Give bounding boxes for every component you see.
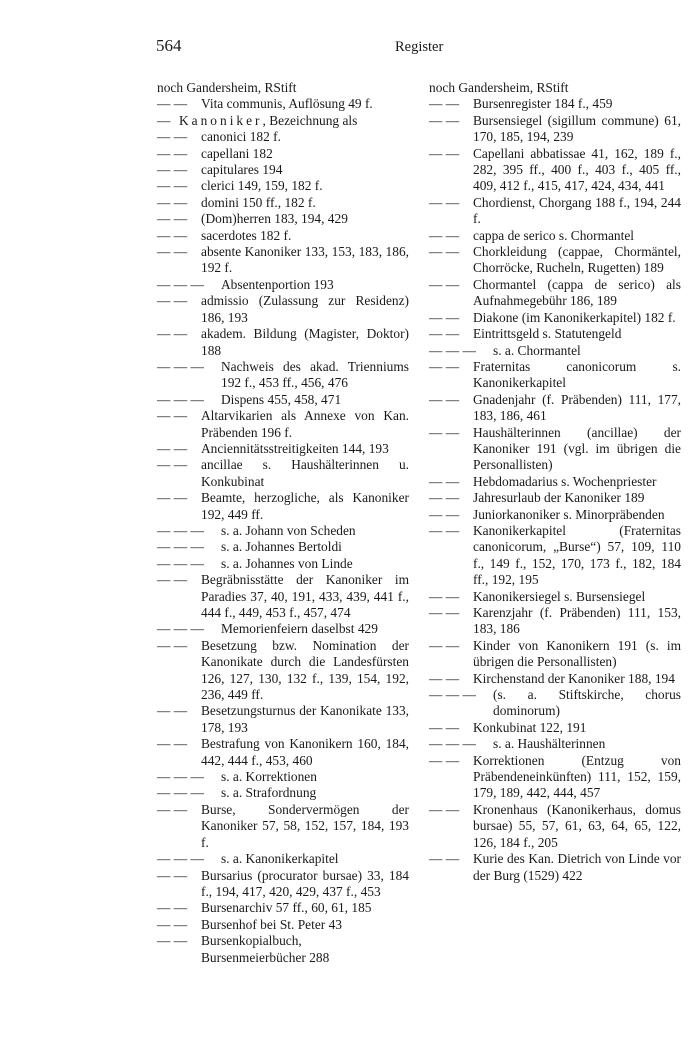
entry-text: akadem. Bildung (Magister, Doktor) 188 (201, 326, 409, 358)
index-entry (157, 490, 409, 523)
entry-dashes: — — (157, 129, 188, 145)
index-entry (429, 310, 681, 326)
entry-dashes: — — (157, 637, 188, 653)
index-entry (157, 785, 409, 801)
index-entry (157, 851, 409, 867)
index-entry (429, 244, 681, 277)
entry-dashes: — — (157, 572, 188, 588)
entry-dashes: — — (157, 162, 188, 178)
entry-text: absente Kanoniker 133, 153, 183, 186, 192 f. (201, 244, 409, 276)
entry-text: (Dom)herren 183, 194, 429 (201, 211, 348, 227)
index-entry (157, 162, 409, 178)
index-entry (157, 556, 409, 572)
entry-rest: , Bezeichnung als (262, 112, 358, 128)
index-entry (157, 572, 409, 621)
entry-text: Absentenportion 193 (221, 276, 334, 292)
entry-dashes: — — (429, 851, 460, 867)
entry-text: Bursenarchiv 57 ff., 60, 61, 185 (201, 900, 372, 916)
entry-dashes: — — — (157, 555, 204, 571)
entry-text: domini 150 ff., 182 f. (201, 194, 316, 210)
entry-text: s. a. Chormantel (493, 342, 581, 358)
index-entry (429, 425, 681, 474)
index-entry (429, 523, 681, 589)
entry-text: Besetzungsturnus der Kanonikate 133, 178, 193 (201, 703, 409, 735)
entry-dashes: — — — (157, 358, 204, 374)
page-number: 564 (156, 36, 182, 55)
entry-text: Dispens 455, 458, 471 (221, 391, 342, 407)
entry-text: Gnadenjahr (f. Präbenden) 111, 177, 183, 186, 461 (473, 391, 681, 424)
entry-dashes: — — (157, 916, 188, 932)
index-entry (429, 507, 681, 523)
entry-text: s. a. Johannes Bertoldi (221, 539, 342, 555)
entry-dashes: — — (429, 473, 460, 489)
entry-text (179, 113, 409, 129)
entry-text: capitulares 194 (201, 162, 283, 178)
entry-dashes: — — (157, 440, 188, 456)
index-entry (157, 802, 409, 851)
entry-text: Bursensiegel (sigillum commune) 61, 170, 185, 194, 239 (473, 112, 681, 145)
index-entry (429, 851, 681, 884)
index-entry (429, 638, 681, 671)
index-entry (157, 244, 409, 277)
index-entry (157, 868, 409, 901)
running-head: Register (395, 39, 444, 55)
entry-text: Diakone (im Kanonikerkapitel) 182 f. (473, 309, 676, 325)
entry-dashes: — — (429, 96, 460, 112)
entry-dashes: — — — (157, 276, 204, 292)
entry-dashes: — — — (429, 687, 476, 703)
entry-dashes: — — (429, 145, 460, 161)
entry-text: Kronenhaus (Kanonikerhaus, domus bursae) 55, 57, 61, 63, 64, 65, 122, 126, 184 f., 205 (473, 801, 681, 850)
entry-dashes: — — (429, 326, 460, 342)
index-entry (157, 359, 409, 392)
entry-dashes: — — (429, 358, 460, 374)
entry-text: s. a. Johann von Scheden (221, 522, 356, 538)
entry-dashes: — — (157, 703, 188, 719)
index-entry (157, 539, 409, 555)
index-entry (157, 195, 409, 211)
index-entry (429, 113, 681, 146)
entry-dashes: — — — (157, 785, 204, 801)
index-entry (157, 917, 409, 933)
index-entry (429, 96, 681, 112)
entry-dashes: — — (429, 227, 460, 243)
entry-text: Hebdomadarius s. Wochenpriester (473, 473, 657, 489)
entry-text: Korrektionen (Entzug von Präbendeneinkünften) 111, 152, 159, 179, 189, 442, 444, 457 (473, 752, 681, 801)
entry-dashes: — — (157, 867, 188, 883)
entry-text: Bestrafung von Kanonikern 160, 184, 442, 444 f., 453, 460 (201, 736, 409, 768)
entry-dashes: — — (429, 522, 460, 538)
entry-dashes: — — (157, 490, 188, 506)
index-entry (157, 933, 409, 966)
entry-text: s. a. Strafordnung (221, 785, 317, 801)
entry-dashes: — — (157, 408, 188, 424)
index-entry (157, 441, 409, 457)
entry-text: Bursenhof bei St. Peter 43 (201, 916, 342, 932)
entry-text: Begräbnisstätte der Kanoniker im Paradies 37, 40, 191, 433, 439, 441 f., 444 f., 449, 453 f., 457, 474 (201, 572, 409, 620)
index-entry (157, 277, 409, 293)
entry-text: Kanonikerkapitel (Fraternitas canonicorum, „Burse“) 57, 109, 110 f., 149 f., 152, 170, 173 f., 182, 184 ff., 192, 195 (473, 522, 681, 588)
entry-dashes: — — (429, 490, 460, 506)
entry-text: s. a. Korrektionen (221, 769, 317, 785)
entry-dashes: — — — (157, 851, 204, 867)
index-entry (157, 211, 409, 227)
index-entry (429, 343, 681, 359)
entry-dashes: — — (429, 506, 460, 522)
entry-text: ancillae s. Haushälterinnen u. Konkubinat (201, 457, 409, 489)
index-entry (157, 178, 409, 194)
entry-text: Memorienfeiern daselbst 429 (221, 621, 378, 637)
entry-dashes: — — (157, 736, 188, 752)
index-entry (157, 293, 409, 326)
entry-dashes: — — — (157, 621, 204, 637)
entry-dashes: — — (157, 211, 188, 227)
entry-text: s. a. Johannes von Linde (221, 555, 353, 571)
entry-text: Anciennitätsstreitigkeiten 144, 193 (201, 440, 389, 456)
entry-dashes: — — — (157, 391, 204, 407)
entry-text: admissio (Zulassung zur Residenz) 186, 193 (201, 293, 409, 325)
entry-dashes: — — (429, 391, 460, 407)
entry-dashes: — — — (157, 769, 204, 785)
entry-text: Kurie des Kan. Dietrich von Linde vor der Burg (1529) 422 (473, 851, 681, 883)
index-entry (157, 703, 409, 736)
index-entry (429, 392, 681, 425)
entry-dashes: — — (157, 145, 188, 161)
entry-text: Capellani abbatissae 41, 162, 189 f., 282, 395 ff., 400 f., 403 f., 405 ff., 409, 412 f., 415, 417, 424, 434, 441 (473, 145, 681, 194)
entry-dashes: — — (429, 424, 460, 440)
entry-text: Bursenregister 184 f., 459 (473, 96, 613, 112)
index-entry (157, 146, 409, 162)
entry-text: s. a. Haushälterinnen (493, 736, 606, 752)
index-entry (429, 359, 681, 392)
entry-dashes: — — (429, 637, 460, 653)
column-heading: noch Gandersheim, RStift (429, 80, 569, 95)
entry-text: Chorkleidung (cappae, Chormäntel, Chorröcke, Rucheln, Rugetten) 189 (473, 244, 681, 276)
entry-dashes: — — (429, 112, 460, 128)
entry-dashes: — — (157, 227, 188, 243)
entry-text: Altarvikarien als Annexe von Kan. Präbenden 196 f. (201, 408, 409, 440)
index-entry (157, 228, 409, 244)
entry-dashes: — — (157, 326, 188, 342)
entry-dashes: — — — (157, 539, 204, 555)
entry-dashes: — — (157, 457, 188, 473)
entry-dashes: — — — (429, 342, 476, 358)
index-entry (157, 769, 409, 785)
entry-text: Burse, Sondervermögen der Kanoniker 57, 58, 152, 157, 184, 193 f. (201, 801, 409, 850)
entry-text: Beamte, herzogliche, als Kanoniker 192, 449 ff. (201, 490, 409, 522)
entry-text: canonici 182 f. (201, 129, 281, 145)
page-header (0, 0, 700, 60)
entry-text: (s. a. Stiftskirche, chorus dominorum) (493, 687, 681, 719)
entry-text: Juniorkanoniker s. Minorpräbenden (473, 506, 665, 522)
index-entry (157, 408, 409, 441)
index-entry (157, 638, 409, 704)
entry-dashes: — — (429, 605, 460, 620)
index-entry (157, 392, 409, 408)
entry-dashes: — — (157, 900, 188, 916)
entry-dashes: — (157, 112, 171, 128)
entry-text: Karenzjahr (f. Präbenden) 111, 153, 183, 186 (473, 605, 681, 637)
entry-text: Haushälterinnen (ancillae) der Kanoniker 191 (vgl. im übrigen die Personallisten) (473, 424, 681, 473)
entry-dashes: — — (157, 96, 188, 112)
index-entry (157, 523, 409, 539)
index-entry (429, 720, 681, 736)
entry-text: Kinder von Kanonikern 191 (s. im übrigen die Personallisten) (473, 637, 681, 670)
index-entry (157, 96, 409, 112)
entry-text: s. a. Kanonikerkapitel (221, 851, 339, 867)
index-entry (429, 326, 681, 342)
entry-dashes: — — — (157, 522, 204, 538)
entry-dashes: — — (429, 276, 460, 292)
index-column-right (429, 80, 681, 884)
entry-dashes: — — (157, 178, 188, 194)
index-entry (429, 228, 681, 244)
index-entry (157, 457, 409, 490)
entry-dashes: — — (157, 194, 188, 210)
entry-dashes: — — (429, 309, 460, 325)
entry-text: Bursarius (procurator bursae) 33, 184 f., 194, 417, 420, 429, 437 f., 453 (201, 867, 409, 899)
index-entry (157, 129, 409, 145)
index-entry (429, 736, 681, 752)
index-entry (429, 195, 681, 228)
entry-text: Besetzung bzw. Nomination der Kanonikate durch die Landesfürsten 126, 127, 130, 132 f., 139, 154, 192, 236, 449 ff. (201, 637, 409, 703)
index-entry (157, 621, 409, 637)
entry-dashes: — — (157, 801, 188, 817)
index-entry (429, 605, 681, 638)
entry-text: Bursenkopialbuch, Bursenmeierbücher 288 (201, 933, 330, 965)
index-entry (429, 671, 681, 687)
index-entry (157, 113, 409, 129)
entry-text: Kanonikersiegel s. Bursensiegel (473, 588, 646, 604)
entry-dashes: — — (429, 588, 460, 604)
entry-text: cappa de serico s. Chormantel (473, 227, 635, 243)
entry-dashes: — — (429, 194, 460, 210)
index-entry (429, 687, 681, 720)
entry-text: Chordienst, Chorgang 188 f., 194, 244 f. (473, 194, 681, 227)
entry-text: Nachweis des akad. Trienniums 192 f., 453 ff., 456, 476 (221, 358, 409, 391)
entry-dashes: — — (429, 752, 460, 768)
entry-text: clerici 149, 159, 182 f. (201, 178, 323, 194)
entry-dashes: — — (157, 933, 188, 949)
entry-text: capellani 182 (201, 145, 273, 161)
column-heading: noch Gandersheim, RStift (157, 80, 297, 95)
index-entry (429, 589, 681, 605)
entry-text: Jahresurlaub der Kanoniker 189 (473, 490, 645, 506)
index-entry (157, 326, 409, 359)
entry-text: Konkubinat 122, 191 (473, 719, 587, 735)
index-entry (429, 146, 681, 195)
entry-text: Fraternitas canonicorum s. Kanonikerkapitel (473, 358, 681, 391)
index-entry (157, 900, 409, 916)
entry-text: sacerdotes 182 f. (201, 227, 292, 243)
entry-dashes: — — (429, 670, 460, 686)
entry-dashes: — — (429, 801, 460, 817)
entry-dashes: — — (157, 244, 188, 260)
entry-dashes: — — (429, 244, 460, 260)
entry-spaced-term: Kanoniker (179, 112, 263, 128)
entry-text: Kirchenstand der Kanoniker 188, 194 (473, 670, 675, 686)
index-entry (429, 474, 681, 490)
index-entry (429, 277, 681, 310)
entry-text: Vita communis, Auflösung 49 f. (201, 96, 373, 112)
entry-dashes: — — — (429, 736, 476, 752)
entry-text: Eintrittsgeld s. Statutengeld (473, 326, 622, 342)
entry-dashes: — — (429, 719, 460, 735)
index-entry (157, 736, 409, 769)
entry-dashes: — — (157, 293, 188, 309)
index-entry (429, 802, 681, 851)
index-entry (429, 753, 681, 802)
entry-text: Chormantel (cappa de serico) als Aufnahmegebühr 186, 189 (473, 276, 681, 309)
index-entry (429, 490, 681, 506)
index-column-left (157, 80, 409, 966)
